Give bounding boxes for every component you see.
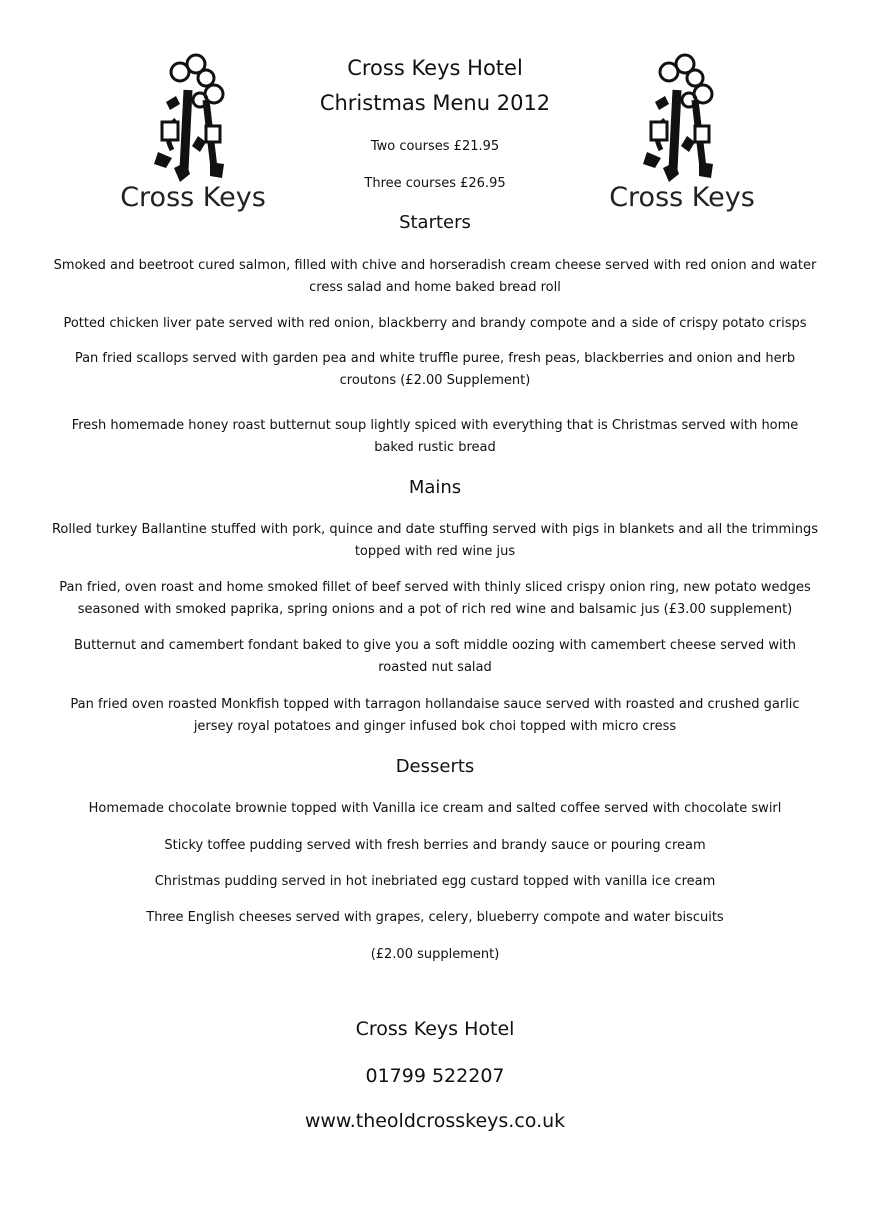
menu-title: Christmas Menu 2012 (319, 91, 551, 115)
footer-website-link[interactable]: www.theoldcrosskeys.co.uk (304, 1110, 566, 1132)
starter-item: Fresh homemade honey roast butternut soup lightly spiced with everything that is Christmas served with home baked rustic bread (71, 418, 799, 455)
dessert-item: Christmas pudding served in hot inebriated egg custard topped with vanilla ice cream (154, 874, 716, 889)
logo-text: Cross Keys (120, 182, 266, 213)
two-courses-price: Two courses £21.95 (370, 139, 500, 154)
footer-hotel-name: Cross Keys Hotel (355, 1018, 515, 1040)
dessert-item: Homemade chocolate brownie topped with Vanilla ice cream and salted coffee served with chocolate swirl (88, 801, 782, 816)
dessert-supplement: (£2.00 supplement) (370, 947, 500, 962)
starter-item: Smoked and beetroot cured salmon, filled with chive and horseradish cream cheese served with red onion and water cress salad and home baked bread roll (53, 258, 817, 295)
main-item: Butternut and camembert fondant baked to give you a soft middle oozing with camembert cheese served with roasted nut salad (74, 638, 796, 675)
desserts-heading: Desserts (395, 756, 475, 777)
mains-heading: Mains (408, 477, 462, 498)
main-item: Rolled turkey Ballantine stuffed with pork, quince and date stuffing served with pigs in blankets and all the trimmings topped with red wine jus (51, 522, 819, 559)
dessert-item: Sticky toffee pudding served with fresh berries and brandy sauce or pouring cream (164, 838, 706, 853)
dessert-item: Three English cheeses served with grapes, celery, blueberry compote and water biscuits (146, 910, 724, 925)
logo-text: Cross Keys (609, 182, 755, 213)
starter-item: Potted chicken liver pate served with red onion, blackberry and brandy compote and a side of crispy potato crisps (63, 316, 807, 331)
starter-item: Pan fried scallops served with garden pea and white truffle puree, fresh peas, blackberries and onion and herb croutons (£2.00 Supplement) (74, 351, 796, 388)
main-item: Pan fried oven roasted Monkfish topped with tarragon hollandaise sauce served with roasted and crushed garlic jersey royal potatoes and ginger infused bok choi topped with micro cress (70, 697, 800, 734)
main-item: Pan fried, oven roast and home smoked fillet of beef served with thinly sliced crispy onion ring, new potato wedges seasoned with smoked paprika, spring onions and a pot of rich red wine and balsamic jus (£3.00 supplement) (59, 580, 811, 617)
starters-heading: Starters (399, 212, 471, 233)
three-courses-price: Three courses £26.95 (364, 176, 506, 191)
footer-phone: 01799 522207 (365, 1065, 505, 1087)
hotel-name: Cross Keys Hotel (347, 56, 523, 80)
